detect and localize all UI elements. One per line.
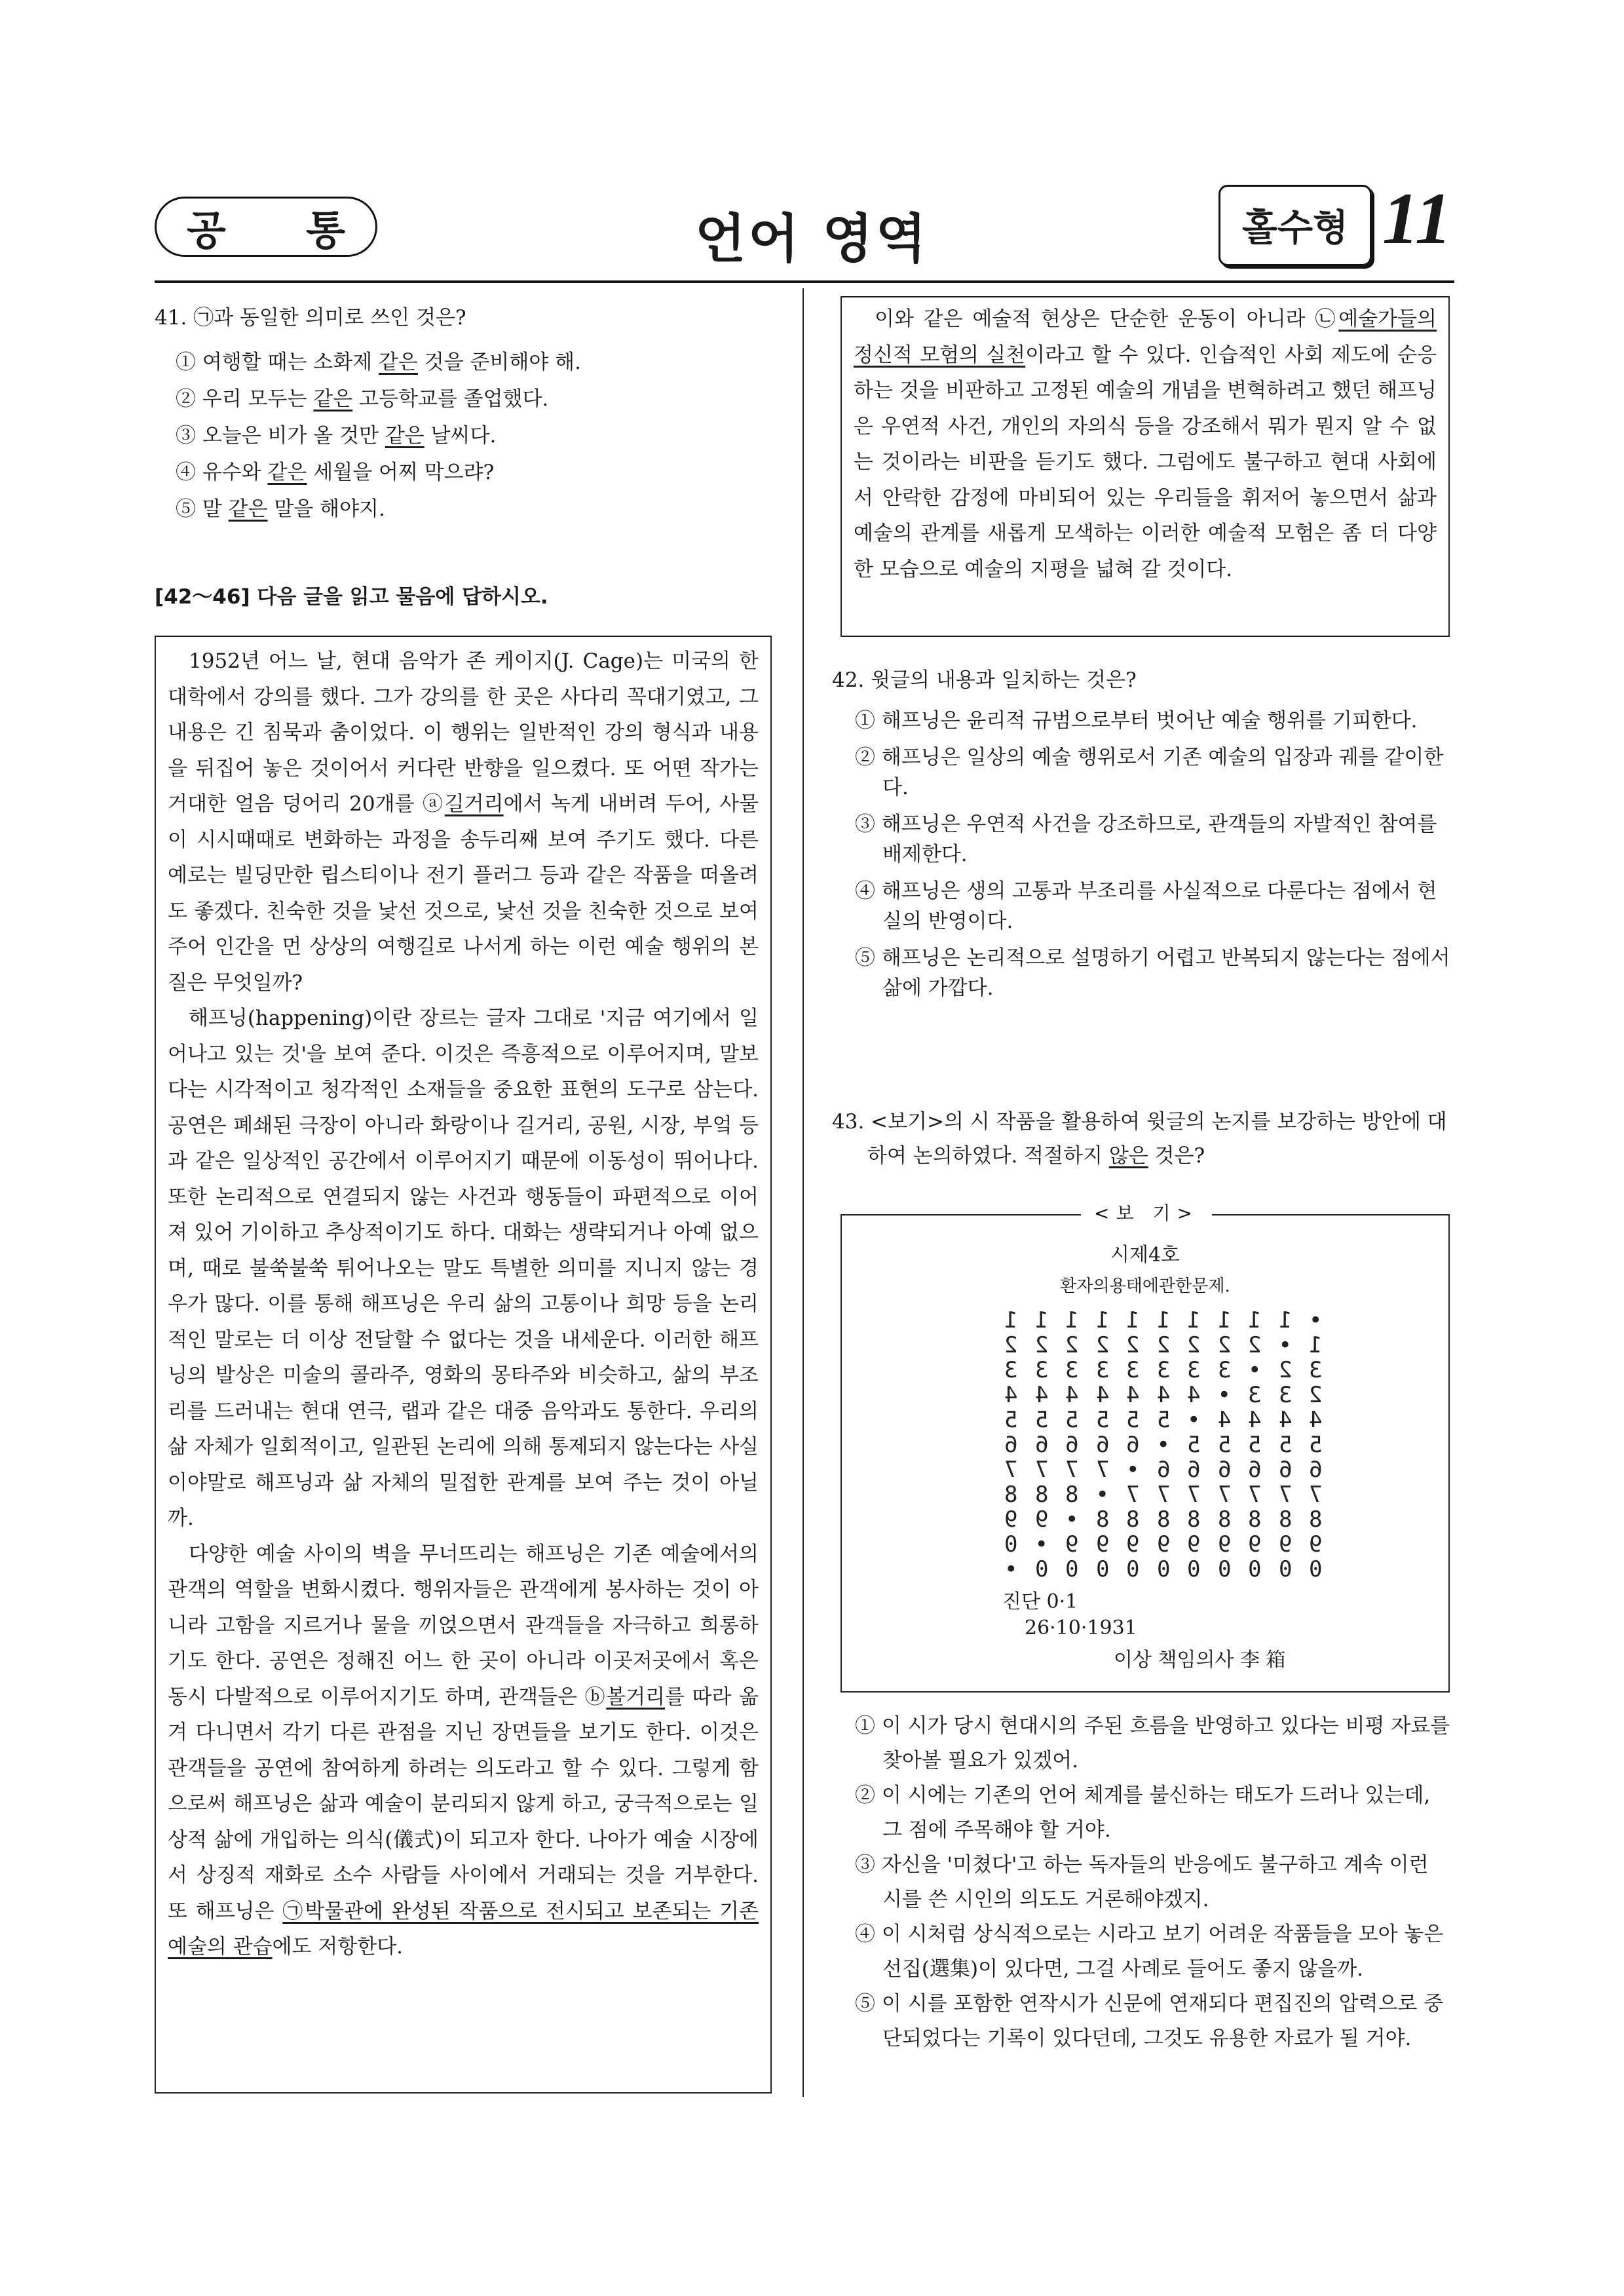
q41-option-5-text: ⑤ 말 — [176, 497, 229, 521]
poem-grid-row — [996, 1383, 1331, 1407]
q42-option-2[interactable]: ② 해프닝은 일상의 예술 행위로서 기존 예술의 입장과 궤를 같이한다. — [855, 746, 1444, 799]
poem-grid-digit: 0 — [1004, 1531, 1018, 1558]
poem-grid-digit: 1 — [1187, 1307, 1201, 1333]
p3-underline: 볼거리 — [606, 1685, 666, 1709]
poem-grid-digit: 3 — [1126, 1357, 1140, 1383]
q43-option-3[interactable]: ③ 자신을 '미쳤다'고 하는 독자들의 반응에도 불구하고 계속 이런 시를 쓴 시인의 의도도 거론해야겠지. — [855, 1853, 1429, 1911]
poem-grid-digit: 8 — [1278, 1506, 1292, 1533]
poem-grid-digit: 7 — [1004, 1457, 1018, 1483]
q43-stem-underline: 않은 — [1108, 1144, 1148, 1168]
passage-paragraph-4 — [854, 301, 1437, 587]
q43-option-2[interactable]: ② 이 시에는 기존의 언어 체계를 불신하는 태도가 드러나 있는데, 그 점에 주목해야 할 거야. — [855, 1784, 1431, 1842]
poem-grid-dot: • — [1126, 1457, 1140, 1483]
q42-option-5[interactable]: ⑤ 해프닝은 논리적으로 설명하기 어렵고 반복되지 않는다는 점에서 삶에 가깝다. — [855, 946, 1450, 1000]
poem-grid-digit: 2 — [1004, 1332, 1018, 1358]
poem-grid-dot: • — [1217, 1382, 1231, 1408]
passage-continued-box — [840, 296, 1450, 637]
poem-grid-digit: 8 — [1309, 1506, 1323, 1533]
q41-option-1[interactable] — [176, 344, 785, 381]
poem-grid-digit: 4 — [1187, 1382, 1201, 1408]
poem-grid-digit: 8 — [1065, 1482, 1079, 1508]
poem-grid-digit: 1 — [1095, 1307, 1109, 1333]
poem-grid-digit: 2 — [1217, 1332, 1231, 1358]
poem-grid-digit: 9 — [1248, 1531, 1262, 1558]
poem-grid-digit: 1 — [1309, 1332, 1323, 1358]
poem-grid-digit: 7 — [1248, 1482, 1262, 1508]
poem-grid-row — [996, 1432, 1331, 1457]
poem-grid-digit: 3 — [1248, 1382, 1262, 1408]
q41-option-4-rest: 세월을 어찌 막으랴? — [307, 461, 495, 484]
passage-paragraph-3 — [168, 1537, 759, 1965]
poem-grid-digit: 9 — [1034, 1506, 1048, 1533]
poem-signature: 이상 책임의사 李 箱 — [1114, 1649, 1286, 1672]
poem-grid-digit: 4 — [1126, 1382, 1140, 1408]
column-divider — [803, 288, 804, 2097]
p1-text-b: 에서 녹게 내버려 두어, 사물이 시시때때로 변화하는 과정을 송두리째 보여 주기도 했다. 다른 예로는 빌딩만한 립스티이나 전기 플러그 등과 같은 작품을 떠올려도 좋겠다. 친숙한 것을 낯선 것으로, 낯선 것을 친숙한 것으로 보여 주어 인간을 먼 상상의 여행길로 나서게 하는 이런 예술 행위의 본질은 무엇일까? — [168, 792, 759, 995]
q43-stem — [832, 1105, 1451, 1173]
poem-grid-digit: 9 — [1095, 1531, 1109, 1558]
poem-grid-digit: 5 — [1004, 1407, 1018, 1433]
page-title: 언어 영역 — [695, 208, 929, 269]
poem-grid-digit: 8 — [1095, 1506, 1109, 1533]
q41-option-5[interactable] — [176, 491, 785, 527]
poem-grid-digit: 6 — [1004, 1432, 1018, 1458]
poem-grid-digit: 1 — [1248, 1307, 1262, 1333]
poem-grid-digit: 8 — [1248, 1506, 1262, 1533]
poem-grid-digit: 3 — [1217, 1357, 1231, 1383]
poem-grid-digit: 0 — [1278, 1556, 1292, 1582]
p1-underline: 길거리 — [444, 792, 504, 816]
poem-grid-row — [996, 1407, 1331, 1432]
q43-option-4[interactable]: ④ 이 시처럼 상식적으로는 시라고 보기 어려운 작품들을 모아 놓은 선집(選集)이 있다면, 그걸 사례로 들어도 좋지 않을까. — [855, 1923, 1444, 1981]
p3-text-a: 다양한 예술 사이의 벽을 무너뜨리는 해프닝은 기존 예술에서의 관객의 역할을 변화시켰다. 행위자들은 관객에게 봉사하는 것이 아니라 고함을 지르거나 물을 끼얹으면서 관객들을 자극하고 희롱하기도 한다. 공연은 정해진 어느 한 곳이 아니라 이곳저곳에서 혹은 동시 다발적으로 이루어지기도 하며, 관객들은 ⓑ — [168, 1542, 759, 1709]
poem-grid-digit: 4 — [1095, 1382, 1109, 1408]
poem-grid-digit: 0 — [1217, 1556, 1231, 1582]
poem-grid-dot: • — [1187, 1407, 1201, 1433]
q41-option-5-underline: 같은 — [228, 497, 268, 521]
q41-option-2-rest: 고등학교를 졸업했다. — [352, 387, 549, 411]
poem-grid-digit: 7 — [1309, 1482, 1323, 1508]
poem-grid-digit: 2 — [1156, 1332, 1170, 1358]
poem-grid-digit: 9 — [1309, 1531, 1323, 1558]
poem-grid-digit: 4 — [1309, 1407, 1323, 1433]
poem-grid-dot: • — [1278, 1332, 1292, 1358]
poem-grid-row — [996, 1557, 1331, 1582]
poem-grid-digit: 2 — [1309, 1382, 1323, 1408]
section-label-left: 공 — [187, 206, 226, 254]
q41-option-4[interactable] — [176, 454, 785, 491]
q41-option-3[interactable] — [176, 417, 785, 454]
poem-grid-digit: 6 — [1156, 1457, 1170, 1483]
section-label-right: 통 — [306, 206, 345, 254]
poem-grid-digit: 9 — [1187, 1531, 1201, 1558]
poem-grid-digit: 4 — [1004, 1382, 1018, 1408]
poem-grid-digit: 7 — [1034, 1457, 1048, 1483]
p4-text-a: 이와 같은 예술적 현상은 단순한 운동이 아니라 ㉡ — [875, 307, 1339, 331]
poem-grid-digit: 4 — [1065, 1382, 1079, 1408]
poem-grid-digit: 9 — [1217, 1531, 1231, 1558]
poem-grid-digit: 1 — [1217, 1307, 1231, 1333]
poem-subtitle: 환자의용태에관한문제. — [1060, 1276, 1230, 1296]
poem-grid-digit: 7 — [1156, 1482, 1170, 1508]
diagnosis-line-2: 26·10·1931 — [1025, 1617, 1137, 1639]
poem-title: 시제4호 — [1110, 1244, 1180, 1267]
poem-grid-digit: 3 — [1065, 1357, 1079, 1383]
q41-stem: 41. ㉠과 동일한 의미로 쓰인 것은? — [155, 306, 466, 330]
poem-grid-digit: 4 — [1156, 1382, 1170, 1408]
poem-grid-digit: 9 — [1126, 1531, 1140, 1558]
poem-grid-digit: 2 — [1187, 1332, 1201, 1358]
poem-grid-digit: 2 — [1065, 1332, 1079, 1358]
poem-grid-digit: 3 — [1309, 1357, 1323, 1383]
poem-grid-digit: 0 — [1095, 1556, 1109, 1582]
poem-grid-digit: 2 — [1278, 1357, 1292, 1383]
q41-option-2[interactable] — [176, 381, 785, 417]
poem-grid-dot: • — [1034, 1531, 1048, 1558]
poem-grid-dot: • — [1004, 1556, 1018, 1582]
poem-grid-dot: • — [1309, 1307, 1323, 1333]
poem-grid-digit: 4 — [1278, 1407, 1292, 1433]
q41-option-2-underline: 같은 — [313, 387, 353, 411]
poem-grid-digit: 4 — [1034, 1382, 1048, 1408]
poem-grid-digit: 9 — [1065, 1531, 1079, 1558]
poem-grid-digit: 3 — [1034, 1357, 1048, 1383]
poem-grid-digit: 5 — [1278, 1432, 1292, 1458]
poem-grid-digit: 4 — [1217, 1407, 1231, 1433]
poem-grid-digit: 8 — [1034, 1482, 1048, 1508]
poem-grid-dot: • — [1095, 1482, 1109, 1508]
poem-grid-digit: 5 — [1309, 1432, 1323, 1458]
poem-grid-digit: 6 — [1095, 1432, 1109, 1458]
q42-option-1[interactable]: ① 해프닝은 윤리적 규범으로부터 벗어난 예술 행위를 기피한다. — [855, 709, 1418, 733]
poem-grid-digit: 8 — [1126, 1506, 1140, 1533]
poem-grid-digit: 3 — [1187, 1357, 1201, 1383]
poem-grid-digit: 7 — [1126, 1482, 1140, 1508]
poem-grid-digit: 1 — [1065, 1307, 1079, 1333]
poem-grid-digit: 2 — [1248, 1332, 1262, 1358]
poem-grid-digit: 1 — [1034, 1307, 1048, 1333]
p4-text-b: 이라고 할 수 있다. 인습적인 사회 제도에 순응하는 것을 비판하고 고정된 예술의 개념을 변혁하려고 했던 해프닝은 우연적 사건, 개인의 자의식 등을 강조해서 뭐가 뭔지 알 수 없는 것이라는 비판을 듣기도 했다. 그럼에도 불구하고 현대 사회에서 안락한 감정에 마비되어 있는 우리들을 휘저어 놓으면서 삶과 예술의 관계를 새롭게 모색하는 이러한 예술적 모험은 좀 더 다양한 모습으로 예술의 지평을 넓혀 갈 것이다. — [854, 343, 1437, 581]
poem-grid-digit: 9 — [1278, 1531, 1292, 1558]
poem-grid-digit: 3 — [1278, 1382, 1292, 1408]
q42-options — [855, 706, 1451, 1010]
p3-text-c: 에도 저항한다. — [272, 1935, 403, 1959]
q41-option-3-underline: 같은 — [385, 424, 425, 448]
q43-options — [855, 1709, 1451, 2056]
poem-grid-digit: 5 — [1217, 1432, 1231, 1458]
poem-grid-digit: 1 — [1278, 1307, 1292, 1333]
poem-grid-digit: 4 — [1248, 1407, 1262, 1433]
poem-grid-digit: 3 — [1095, 1357, 1109, 1383]
poem-grid-dot: • — [1065, 1506, 1079, 1533]
q41-options — [176, 344, 785, 527]
poem-grid-digit: 0 — [1248, 1556, 1262, 1582]
p3-text-b: 를 따라 옮겨 다니면서 각기 다른 관점을 지닌 장면들을 보기도 한다. 이것은 관객들을 공연에 참여하게 하려는 의도라고 할 수 있다. 그렇게 함으로써 해프닝은 삶과 예술이 분리되지 않게 하고, 궁극적으로는 일상적 삶에 개입하는 의식(儀式)이 되고자 한다. 나아가 예술 시장에서 상징적 재화로 소수 사람들 사이에서 거래되는 것을 거부한다. 또 해프닝은 — [168, 1685, 759, 1923]
poem-grid-digit: 3 — [1156, 1357, 1170, 1383]
poem-grid-digit: 6 — [1309, 1457, 1323, 1483]
poem-grid-row — [996, 1532, 1331, 1557]
poem-grid-row — [996, 1308, 1331, 1333]
q43-option-5[interactable]: ⑤ 이 시를 포함한 연작시가 신문에 연재되다 편집진의 압력으로 중단되었다는 기록이 있다던데, 그것도 유용한 자료가 될 거야. — [855, 1992, 1444, 2050]
q41-option-3-rest: 날씨다. — [424, 424, 497, 448]
passage-paragraph-2: 해프닝(happening)이란 장르는 글자 그대로 '지금 여기에서 일어나고 있는 것'을 보여 준다. 이것은 즉흥적으로 이루어지며, 말보다는 시각적이고 청각적인 소재들을 중요한 표현의 도구로 삼는다. 공연은 폐쇄된 극장이 아니라 화랑이나 길거리, 공원, 시장, 부엌 등과 같은 일상적인 공간에서 이루어지기 때문에 이동성이 뛰어나다. 또한 논리적으로 연결되지 않는 사건과 행동들이 파편적으로 이어져 있어 기이하고 추상적이기도 하다. 대화는 생략되거나 아예 없으며, 때로 불쑥불쑥 튀어나오는 말도 특별한 의미를 지니지 않는 경우가 많다. 이를 통해 해프닝은 우리 삶의 고통이나 희망 등을 논리적인 말로는 더 이상 전달할 수 없다는 것을 내세운다. 이러한 해프닝의 발상은 미술의 콜라주, 영화의 몽타주와 비슷하고, 삶의 부조리를 드러내는 현대 연극, 랩과 같은 대중 음악과도 통한다. 우리의 삶 자체가 일회적이고, 일관된 논리에 의해 통제되지 않는다는 사실이야말로 해프닝과 삶 자체의 밀접한 관계를 보여 주는 것이 아닐까. — [168, 1006, 759, 1530]
poem-grid-dot: • — [1156, 1432, 1170, 1458]
poem-grid-digit: 5 — [1187, 1432, 1201, 1458]
poem-grid-digit: 0 — [1126, 1556, 1140, 1582]
poem-grid-row — [996, 1482, 1331, 1507]
poem-number-grid — [996, 1308, 1331, 1582]
poem-grid-digit: 7 — [1217, 1482, 1231, 1508]
diagnosis-line-1: 진단 0·1 — [1002, 1590, 1078, 1613]
poem-grid-digit: 5 — [1248, 1432, 1262, 1458]
q43-option-1[interactable]: ① 이 시가 당시 현대시의 주된 흐름을 반영하고 있다는 비평 자료를 찾아볼 필요가 있겠어. — [855, 1714, 1450, 1772]
q42-stem: 42. 윗글의 내용과 일치하는 것은? — [832, 668, 1137, 692]
poem-grid-digit: 8 — [1217, 1506, 1231, 1533]
poem-grid-digit: 2 — [1126, 1332, 1140, 1358]
poem-grid-digit: 5 — [1065, 1407, 1079, 1433]
poem-grid-digit: 5 — [1126, 1407, 1140, 1433]
p3-underline-gwanseup: ㉠박물관에 완성된 작품으로 전시되고 보존되는 기존 예술의 관습 — [168, 1899, 759, 1959]
poem-grid-digit: 3 — [1004, 1357, 1018, 1383]
poem-grid-digit: 2 — [1034, 1332, 1048, 1358]
poem-grid-digit: 7 — [1278, 1482, 1292, 1508]
q41-option-1-text: ① 여행할 때는 소화제 — [176, 351, 379, 374]
q41-option-3-text: ③ 오늘은 비가 올 것만 — [176, 424, 385, 448]
poem-grid-digit: 1 — [1004, 1307, 1018, 1333]
q41-option-4-underline: 같은 — [267, 461, 307, 484]
passage-box — [155, 636, 772, 2094]
poem-grid-row — [996, 1358, 1331, 1383]
poem-grid-digit: 5 — [1156, 1407, 1170, 1433]
poem-grid-digit: 9 — [1156, 1531, 1170, 1558]
q41-option-5-rest: 말을 해야지. — [267, 497, 385, 521]
poem-grid-digit: 0 — [1034, 1556, 1048, 1582]
poem-grid-digit: 8 — [1004, 1482, 1018, 1508]
exam-type-badge: 홀수형 — [1218, 185, 1372, 266]
q42-option-4[interactable]: ④ 해프닝은 생의 고통과 부조리를 사실적으로 다룬다는 점에서 현실의 반영이다. — [855, 879, 1437, 933]
poem-grid-digit: 0 — [1156, 1556, 1170, 1582]
poem-grid-digit: 0 — [1309, 1556, 1323, 1582]
q42-option-3[interactable]: ③ 해프닝은 우연적 사건을 강조하므로, 관객들의 자발적인 참여를 배제한다. — [855, 813, 1437, 866]
q41-option-1-underline: 같은 — [378, 351, 418, 374]
poem-grid-digit: 0 — [1187, 1556, 1201, 1582]
q41-option-4-text: ④ 유수와 — [176, 461, 268, 484]
header-rule — [155, 280, 1454, 283]
poem-grid-digit: 6 — [1126, 1432, 1140, 1458]
poem-grid-digit: 5 — [1034, 1407, 1048, 1433]
poem-grid-digit: 1 — [1126, 1307, 1140, 1333]
poem-grid-digit: 6 — [1248, 1457, 1262, 1483]
p1-text-a: 1952년 어느 날, 현대 음악가 존 케이지(J. Cage)는 미국의 한 대학에서 강의를 했다. 그가 강의를 한 곳은 사다리 꼭대기였고, 그 내용은 긴 침묵과 춤이었다. 이 행위는 일반적인 강의 형식과 내용을 뒤집어 놓은 것이어서 커다란 반향을 일으켰다. 또 어떤 작가는 거대한 얼음 덩어리 20개를 ⓐ — [168, 649, 759, 816]
p4-underline: 예술가들의 정신적 모험의 실천 — [854, 307, 1437, 367]
poem-grid-digit: 8 — [1156, 1506, 1170, 1533]
poem-grid-digit: 6 — [1217, 1457, 1231, 1483]
poem-grid-digit: 2 — [1095, 1332, 1109, 1358]
poem-grid-digit: 6 — [1065, 1432, 1079, 1458]
poem-grid-digit: 1 — [1156, 1307, 1170, 1333]
page-number: 11 — [1382, 178, 1452, 259]
poem-grid-digit: 6 — [1187, 1457, 1201, 1483]
poem-grid-digit: 7 — [1065, 1457, 1079, 1483]
q41-option-1-rest: 것을 준비해야 해. — [417, 351, 581, 374]
poem-diagnosis — [996, 1589, 1137, 1641]
q43-stem-text: 43. <보기>의 시 작품을 활용하여 윗글의 논지를 보강하는 방안에 대하여 논의하였다. 적절하지 — [832, 1110, 1447, 1168]
poem-grid-digit: 8 — [1187, 1506, 1201, 1533]
poem-grid-digit: 5 — [1095, 1407, 1109, 1433]
poem-grid-digit: 9 — [1004, 1506, 1018, 1533]
set-instruction: [42～46] 다음 글을 읽고 물음에 답하시오. — [155, 585, 548, 609]
poem-grid-dot: • — [1248, 1357, 1262, 1383]
poem-grid-row — [996, 1507, 1331, 1532]
poem-grid-digit: 7 — [1187, 1482, 1201, 1508]
passage-paragraph-1 — [168, 643, 759, 1001]
poem-grid-digit: 6 — [1034, 1432, 1048, 1458]
bogi-label: <보 기> — [1081, 1199, 1212, 1225]
q43-stem-rest: 것은? — [1148, 1144, 1205, 1168]
q41-option-2-text: ② 우리 모두는 — [176, 387, 314, 411]
poem-grid-digit: 7 — [1095, 1457, 1109, 1483]
poem-grid-row — [996, 1457, 1331, 1482]
poem-grid-digit: 6 — [1278, 1457, 1292, 1483]
poem-grid-digit: 0 — [1065, 1556, 1079, 1582]
poem-grid-row — [996, 1333, 1331, 1358]
